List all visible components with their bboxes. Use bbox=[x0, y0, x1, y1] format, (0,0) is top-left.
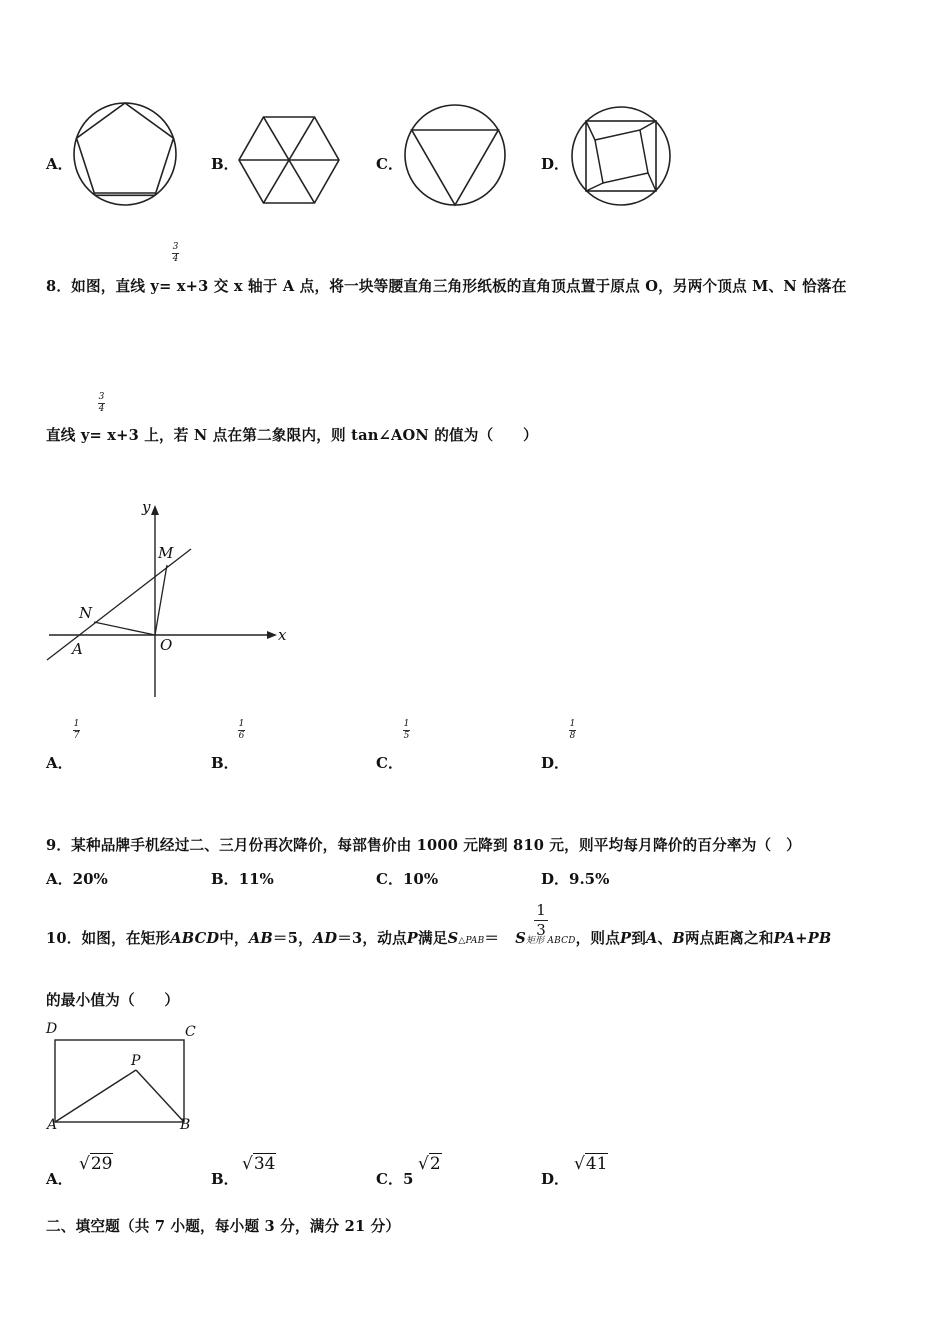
q10-option-a-radicand: 29 bbox=[90, 1154, 113, 1174]
q10-sum: PA+PB bbox=[773, 930, 832, 947]
q8-option-d-den: 8 bbox=[569, 731, 576, 741]
q9-option-d bbox=[541, 868, 609, 889]
q10-option-c-label bbox=[376, 1168, 413, 1189]
q10-tail1: ，则点 bbox=[575, 930, 620, 947]
q10-option-b-label: B． bbox=[211, 1170, 239, 1188]
q10-p2: P bbox=[620, 930, 632, 947]
q10-label-b: B bbox=[180, 1117, 191, 1133]
q10-option-b-value: √34 bbox=[242, 1154, 276, 1174]
q10-s1: S bbox=[447, 930, 459, 947]
q10-rect-name: ABCD bbox=[170, 930, 220, 947]
q8-label-o: O bbox=[160, 636, 173, 654]
q8-option-b-den: 6 bbox=[238, 731, 245, 741]
q8-option-c-num: 1 bbox=[403, 719, 410, 729]
q7-option-a-label: A． bbox=[46, 155, 73, 173]
q10-question-line-2: 的最小值为（ ） bbox=[46, 992, 180, 1009]
q8-option-a-den: 7 bbox=[73, 731, 80, 741]
q10-cond: 满足 bbox=[417, 930, 448, 947]
q8-fraction-2-num: 3 bbox=[98, 392, 105, 402]
q7-triangle-figure bbox=[403, 103, 507, 207]
q10-fraction-num: 1 bbox=[536, 901, 546, 919]
q10-label-p: P bbox=[131, 1053, 141, 1069]
q9-option-b bbox=[211, 868, 274, 889]
q8-label-x: x bbox=[278, 626, 287, 644]
q8-option-d-fraction bbox=[569, 720, 576, 741]
q8-label-n: N bbox=[79, 604, 93, 622]
q10-ab: AB bbox=[248, 930, 273, 947]
q10-fraction-den: 3 bbox=[536, 921, 546, 939]
q10-s2: S bbox=[515, 930, 526, 947]
q9-option-d-label: D． bbox=[541, 870, 570, 888]
q8-question-line-2: 直线 y= x+3 上，若 N 点在第二象限内，则 tan∠AON 的值为（ ） bbox=[46, 427, 538, 444]
q9-option-d-value: 9.5% bbox=[569, 870, 610, 888]
q8-label-m: M bbox=[158, 544, 174, 562]
q9-option-c-value: 10% bbox=[402, 870, 439, 888]
q9-question-text: 9．某种品牌手机经过二、三月份再次降价，每部售价由 1000 元降到 810 元，则平均每月降价的百分率为（ ） bbox=[46, 837, 801, 854]
q10-fraction bbox=[534, 902, 548, 939]
q9-option-c-label: C． bbox=[376, 870, 403, 888]
q8-label-y: y bbox=[142, 498, 151, 516]
q7-pentagon-figure bbox=[72, 100, 178, 208]
q8-option-a-fraction bbox=[73, 720, 80, 741]
q8-fraction-1-num: 3 bbox=[172, 242, 179, 252]
q8-option-b-fraction bbox=[238, 720, 245, 741]
q7-option-d-label: D． bbox=[541, 155, 570, 173]
q8-option-b-label: B． bbox=[211, 754, 239, 772]
q7-option-b-label: B． bbox=[211, 155, 239, 173]
q10-eq2: ＝3，动点 bbox=[337, 930, 407, 947]
q10-tail2: 到 bbox=[631, 930, 646, 947]
q10-option-c-radicand: 2 bbox=[429, 1154, 441, 1174]
q10-option-d-label: D． bbox=[541, 1170, 570, 1188]
q10-ad: AD bbox=[312, 930, 338, 947]
q10-mid1: 中， bbox=[219, 930, 249, 947]
q8-option-c-den: 5 bbox=[403, 731, 410, 741]
q10-prefix: 10．如图，在矩形 bbox=[46, 930, 171, 947]
q10-option-d-radicand: 41 bbox=[585, 1154, 608, 1174]
q7-hexagon-figure bbox=[238, 115, 340, 205]
q9-option-c bbox=[376, 868, 438, 889]
q10-label-c: C bbox=[185, 1024, 196, 1040]
q10-label-a: A bbox=[47, 1117, 58, 1133]
q10-sep: 、 bbox=[657, 930, 673, 947]
q10-tail3: 两点距离之和 bbox=[684, 930, 774, 947]
q8-label-a: A bbox=[72, 640, 83, 658]
q8-fraction-1-den: 4 bbox=[172, 254, 179, 264]
q10-option-d-value: √41 bbox=[574, 1154, 608, 1174]
q8-option-a-num: 1 bbox=[73, 719, 80, 729]
q8-option-c-fraction bbox=[403, 720, 410, 741]
q10-sub1: △PAB bbox=[458, 936, 485, 946]
q10-eq1: ＝5， bbox=[272, 930, 313, 947]
q10-b: B bbox=[672, 930, 685, 947]
q9-option-b-value: 11% bbox=[238, 870, 274, 888]
q9-option-a bbox=[46, 868, 108, 889]
q7-option-c-label: C． bbox=[376, 155, 403, 173]
q8-coordinate-figure bbox=[45, 497, 295, 702]
q10-option-a-value: √29 bbox=[79, 1154, 113, 1174]
q10-option-c-label-text: C． bbox=[376, 1170, 403, 1188]
q8-option-b-num: 1 bbox=[238, 719, 245, 729]
q9-option-b-label: B． bbox=[211, 870, 239, 888]
section-2-title: 二、填空题（共 7 小题，每小题 3 分，满分 21 分） bbox=[46, 1218, 401, 1235]
q8-fraction-2 bbox=[98, 393, 105, 414]
q10-sub2: 矩形 ABCD bbox=[525, 936, 576, 946]
q9-option-a-label: A． bbox=[46, 870, 73, 888]
q10-option-a-label: A． bbox=[46, 1170, 73, 1188]
q8-fraction-1 bbox=[172, 243, 179, 264]
q10-option-c-value: √2 bbox=[418, 1154, 441, 1174]
q10-p: P bbox=[406, 930, 418, 947]
q8-option-c-label: C． bbox=[376, 754, 403, 772]
q7-squares-figure bbox=[570, 105, 672, 207]
q9-option-a-value: 20% bbox=[72, 870, 108, 888]
q8-question-line-1: 8．如图，直线 y= x+3 交 x 轴于 A 点，将一块等腰直角三角形纸板的直角顶点置于原点 O，另两个顶点 M、N 恰落在 bbox=[46, 278, 847, 295]
q10-label-d: D bbox=[46, 1021, 58, 1037]
q8-option-a-label: A． bbox=[46, 754, 73, 772]
q8-option-d-label: D． bbox=[541, 754, 570, 772]
q10-option-b-radicand: 34 bbox=[253, 1154, 276, 1174]
q10-a: A bbox=[645, 930, 658, 947]
q8-fraction-2-den: 4 bbox=[98, 404, 105, 414]
q10-option-c-coef: 5 bbox=[402, 1170, 414, 1188]
q10-eq3: ＝ bbox=[484, 930, 500, 947]
q8-option-d-num: 1 bbox=[569, 719, 576, 729]
q10-question-line-1 bbox=[46, 927, 831, 948]
